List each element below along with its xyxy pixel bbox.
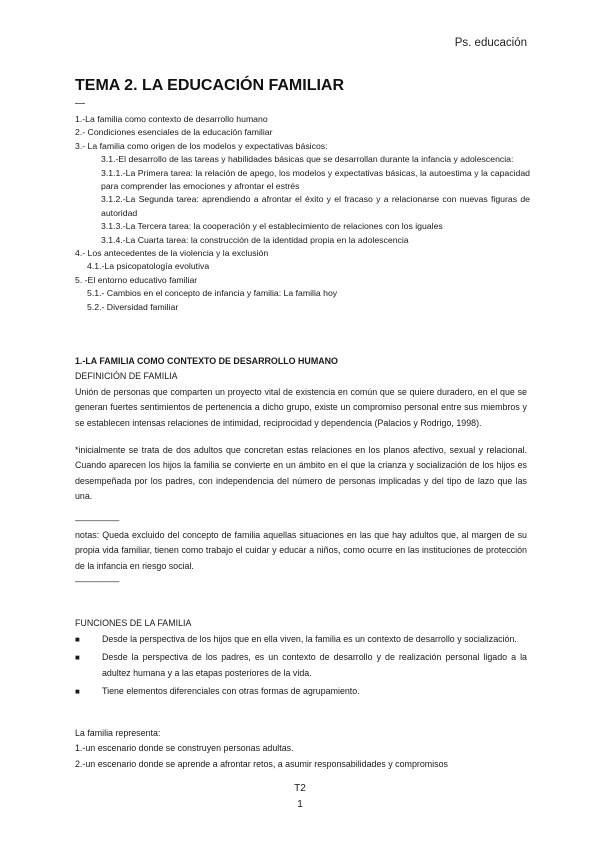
represents-section xyxy=(75,726,527,772)
section-subheading: DEFINICIÓN DE FAMILIA xyxy=(75,371,178,382)
page-number: 1 xyxy=(297,799,303,810)
table-of-contents xyxy=(75,113,530,314)
represents-intro: La familia representa: xyxy=(75,728,161,738)
definition-paragraph: Unión de personas que comparten un proyecto vital de existencia en común que se quiere duradero, en el que se generan fuertes sentimientos de pertenencia a dicho grupo, existe un compromiso personal entre sus miembros y se establecen intensas relaciones de intimidad, reciprocidad y dependencia (Palacios y Rodrigo, 1998). xyxy=(75,386,527,428)
square-bullet-icon: ■ xyxy=(75,635,80,644)
list-item: ■ Tiene elementos diferenciales con otras formas de agrupamiento. xyxy=(75,684,527,699)
header-subject: Ps. educación xyxy=(454,37,527,49)
square-bullet-icon: ■ xyxy=(75,653,80,663)
toc-item: 3.1.3.-La Tercera tarea: la cooperación y el establecimiento de relaciones con los iguales xyxy=(101,221,443,232)
square-bullet-icon: ■ xyxy=(75,687,80,697)
toc-item: 3.1.1.-La Primera tarea: la relación de apego, los modelos y expectativas básicas, la autoestima y la capacidad para comprender las emociones y afrontar el estrés xyxy=(101,167,530,192)
functions-list xyxy=(75,632,527,703)
note-paragraph: *inicialmente se trata de dos adultos que concretan estas relaciones en los planos afectivo, sexual y relacional. Cuando aparecen los hijos la familia se convierte en un ámbito en el que la crianza y socialización de los hijos es desempeñada por los padres, con independencia del número de personas implicadas y del tipo de lazo que las una. xyxy=(75,445,527,502)
title-dash: — xyxy=(75,98,85,109)
toc-item: 3.1.-El desarrollo de las tareas y habilidades básicas que se desarrollan durante la infancia y adolescencia: xyxy=(101,154,514,165)
notes-paragraph: notas: Queda excluido del concepto de familia aquellas situaciones en las que hay adultos que, al margen de su propia vida familiar, tienen como trabajo el cuidar y educar a niños, como ocurre en las instituciones de protección de la infancia en riesgo social. xyxy=(75,530,527,571)
list-item: ■ Desde la perspectiva de los hijos que en ella viven, la familia es un contexto de desarrollo y socialización. xyxy=(75,632,527,647)
section-1 xyxy=(75,354,527,590)
rule-bottom: ————— xyxy=(75,576,120,587)
toc-item: 3.1.2.-La Segunda tarea: aprendiendo a afrontar el éxito y el fracaso y a relacionarse con nuevas figuras de autoridad xyxy=(101,194,530,218)
toc-item: 4.1.-La psicopatología evolutiva xyxy=(87,261,210,272)
toc-item: 5. -El entorno educativo familiar xyxy=(75,274,198,285)
toc-item: 3.1.4.-La Cuarta tarea: la construcción de la identidad propia en la adolescencia xyxy=(101,234,409,245)
rule-top: ————— xyxy=(75,514,120,525)
footer-label: T2 xyxy=(294,783,306,794)
toc-item: 4.- Los antecedentes de la violencia y la exclusión xyxy=(75,248,269,259)
list-item: ■ Desde la perspectiva de los padres, es un contexto de desarrollo y de realización personal ligado a la adultez humana y a las etapas posteriores de la vida. xyxy=(75,650,527,681)
toc-item: 1.-La familia como contexto de desarrollo humano xyxy=(75,114,268,124)
page-title: TEMA 2. LA EDUCACIÓN FAMILIAR xyxy=(75,77,345,94)
toc-item: 5.2.- Diversidad familiar xyxy=(87,301,179,312)
toc-item: 2.- Condiciones esenciales de la educación familiar xyxy=(75,127,273,138)
list-item: 2.-un escenario donde se aprende a afrontar retos, a asumir responsabilidades y compromisos xyxy=(75,758,448,769)
section-heading: 1.-LA FAMILIA COMO CONTEXTO DE DESARROLLO HUMANO xyxy=(75,356,338,366)
list-item: 1.-un escenario donde se construyen personas adultas. xyxy=(75,743,294,754)
toc-item: 3.- La familia como origen de los modelos y expectativas básicos: xyxy=(75,140,328,151)
toc-item: 5.1.- Cambios en el concepto de infancia y familia: La familia hoy xyxy=(87,288,338,299)
functions-heading: FUNCIONES DE LA FAMILIA xyxy=(75,618,192,628)
